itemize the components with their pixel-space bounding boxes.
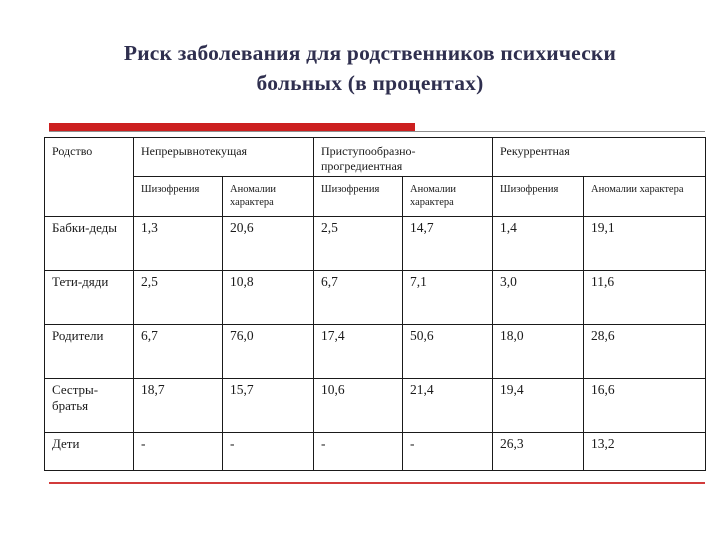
table-cell: 2,5 (134, 271, 223, 325)
bottom-accent-line (49, 482, 705, 484)
slide-title (40, 38, 700, 98)
header-group-continuous: Непрерывнотекущая (134, 138, 314, 177)
table-row (45, 433, 706, 471)
table-cell: 13,2 (584, 433, 706, 471)
table-cell: - (134, 433, 223, 471)
header-kinship: Родство (45, 138, 134, 217)
subheader-character-anomalies: Аномалии характера (223, 177, 314, 217)
table-cell: 50,6 (403, 325, 493, 379)
divider-line (49, 131, 705, 132)
slide-title-line-2: больных (в процентах) (256, 71, 484, 95)
subheader-schizophrenia: Шизофрения (134, 177, 223, 217)
subheader-character-anomalies: Аномалии характера (403, 177, 493, 217)
table-cell: 19,1 (584, 217, 706, 271)
table-cell: 26,3 (493, 433, 584, 471)
table-cell: 7,1 (403, 271, 493, 325)
subheader-character-anomalies: Аномалии характера (584, 177, 706, 217)
table-cell: 1,3 (134, 217, 223, 271)
header-group-paroxysmal: Приступообразно-прогредиентная (314, 138, 493, 177)
table-cell: 21,4 (403, 379, 493, 433)
subheader-schizophrenia: Шизофрения (493, 177, 584, 217)
header-group-recurrent: Рекуррентная (493, 138, 706, 177)
row-label: Родители (45, 325, 134, 379)
table-cell: 6,7 (134, 325, 223, 379)
table-cell: 19,4 (493, 379, 584, 433)
table-cell: - (403, 433, 493, 471)
table-row (45, 217, 706, 271)
subheader-schizophrenia: Шизофрения (314, 177, 403, 217)
table-row (45, 271, 706, 325)
table-cell: 3,0 (493, 271, 584, 325)
table-cell: 11,6 (584, 271, 706, 325)
table-cell: 16,6 (584, 379, 706, 433)
table-cell: 76,0 (223, 325, 314, 379)
table-cell: 2,5 (314, 217, 403, 271)
table-cell: 6,7 (314, 271, 403, 325)
table-cell: 18,0 (493, 325, 584, 379)
row-label: Дети (45, 433, 134, 471)
table-cell: 10,6 (314, 379, 403, 433)
table-cell: - (314, 433, 403, 471)
table-cell: 18,7 (134, 379, 223, 433)
accent-bar-red (49, 123, 415, 131)
slide-title-line-1: Риск заболевания для родственников психически (123, 41, 617, 65)
table-cell: 15,7 (223, 379, 314, 433)
table-cell: 17,4 (314, 325, 403, 379)
risk-table (44, 137, 706, 471)
table-row (45, 325, 706, 379)
table-cell: 10,8 (223, 271, 314, 325)
row-label: Бабки-деды (45, 217, 134, 271)
table-header-row (45, 138, 706, 177)
row-label: Сестры-братья (45, 379, 134, 433)
table-row (45, 379, 706, 433)
table-subheader-row (45, 177, 706, 217)
table-cell: 28,6 (584, 325, 706, 379)
table-cell: 20,6 (223, 217, 314, 271)
row-label: Тети-дяди (45, 271, 134, 325)
table-cell: 1,4 (493, 217, 584, 271)
table-cell: - (223, 433, 314, 471)
table-cell: 14,7 (403, 217, 493, 271)
